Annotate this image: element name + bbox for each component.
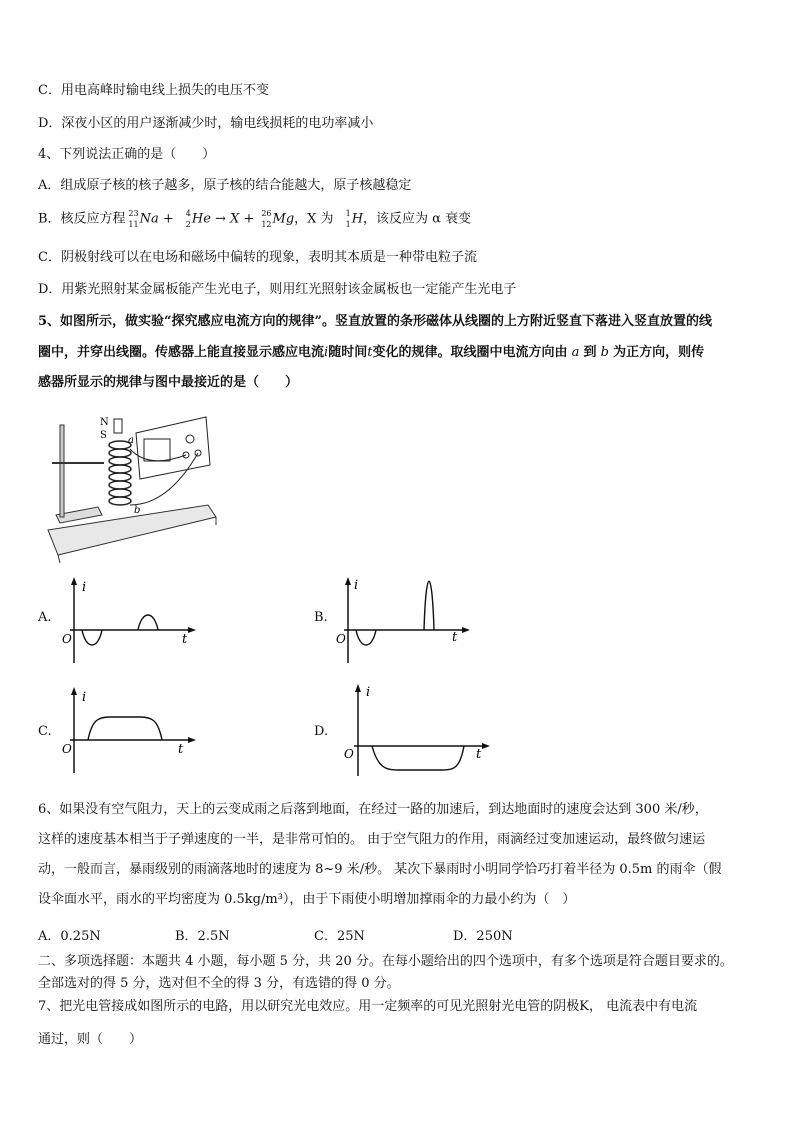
q5-line-2: 圈中，并穿出线圈。传感器上能直接显示感应电流i随时间t变化的规律。取线圈中电流方向由 a 到 b 为正方向，则传	[38, 345, 705, 360]
experiment-figure	[38, 405, 218, 565]
he-symbol: He	[191, 211, 211, 227]
section-2-line-1: 二、多项选择题：本题共 4 小题，每小题 5 分，共 20 分。在每小题给出的四个选项中，有多个选项是符合题目要求的。	[38, 954, 733, 969]
graph-b	[334, 575, 474, 665]
q6-stem: 6、如果没有空气阻力，天上的云变成雨之后落到地面，在经过一路的加速后，到达地面时的速度会达到 300 米/秒， 这样的速度基本相当于子弹速度的一半，是非常可怕的。 由于空气阻力的作用，雨滴经过变加速运动，最终做匀速运 动，一般而言，暴雨级别的雨滴落地时的速度为 8~9 米/秒。 某次下暴雨时小明同学恰巧打着半径为 0.5m 的雨伞（假 设伞面水平，雨水的平均密度为 0.5kg/m³），由于下雨使小明增加撑雨伞的力最小约为（ ）	[38, 802, 722, 907]
q4b-suffix: ，该反应为 α 衰变	[363, 211, 472, 227]
q4-option-c: C．阴极射线可以在电场和磁场中偏转的现象，表明其本质是一种带电粒子流	[38, 250, 477, 265]
svg-text:O: O	[344, 747, 354, 761]
q3-option-d: D．深夜小区的用户逐渐减少时，输电线损耗的电功率减小	[38, 116, 374, 131]
na-nuclide: 23 11	[128, 209, 139, 229]
svg-text:t: t	[452, 630, 458, 645]
q4-option-a: A．组成原子核的核子越多，原子核的结合能越大，原子核越稳定	[38, 178, 412, 193]
q4b-mid: ，X 为	[294, 211, 334, 227]
svg-text:i: i	[82, 580, 87, 595]
he-nuclide: 4 2	[185, 209, 191, 229]
q6-option-a: A．0.25N	[38, 929, 101, 944]
svg-text:t: t	[476, 747, 482, 762]
graph-c-label: C.	[38, 724, 52, 739]
svg-text:i: i	[82, 690, 87, 705]
q4-stem: 4、下列说法正确的是（ ）	[38, 147, 216, 162]
svg-text:O: O	[62, 742, 72, 756]
graph-d-label: D.	[314, 724, 329, 739]
svg-text:O: O	[62, 632, 72, 646]
graph-a-label: A.	[38, 610, 52, 625]
mg-symbol: Mg	[272, 211, 295, 227]
q6-option-b: B．2.5N	[175, 929, 230, 944]
q5-line-3: 感器所显示的规律与图中最接近的是（ ）	[38, 375, 299, 390]
magnet-s-label: S	[100, 430, 107, 441]
h-symbol: H	[351, 211, 364, 227]
section-2-line-2: 全部选对的得 5 分，选对但不全的得 3 分，有选错的得 0 分。	[38, 976, 400, 991]
q4b-prefix: B．核反应方程	[38, 211, 126, 227]
graph-d	[334, 680, 494, 780]
svg-text:t: t	[182, 632, 188, 647]
svg-text:t: t	[178, 742, 184, 757]
coil-a-label: a	[128, 435, 134, 446]
graph-c	[60, 685, 200, 775]
q7-line-1: 7、把光电管接成如图所示的电路，用以研究光电效应。用一定频率的可见光照射光电管的阴极K， 电流表中有电流	[38, 999, 698, 1014]
svg-text:O: O	[336, 632, 346, 646]
magnet-n-label: N	[100, 417, 109, 428]
q7-line-2: 通过，则（ ）	[38, 1032, 143, 1047]
q6-option-d: D．250N	[453, 929, 513, 944]
q5-line-1: 5、如图所示，做实验“探究感应电流方向的规律”。竖直放置的条形磁体从线圈的上方附近竖直下落进入竖直放置的线	[38, 314, 713, 329]
h-nuclide: 1 1	[345, 209, 351, 229]
svg-text:i: i	[354, 578, 359, 593]
q3-option-c: C．用电高峰时输电线上损失的电压不变	[38, 83, 269, 98]
coil-b-label: b	[134, 505, 141, 516]
x-symbol: X	[230, 211, 240, 227]
svg-text:i: i	[366, 685, 371, 700]
mg-nuclide: 26 12	[261, 209, 272, 229]
graph-a	[60, 575, 200, 665]
q4-option-b: B．核反应方程 23 11 Na + 4 2 He → X + 26 12 Mg，X 为 1 1 H，该反应为 α 衰变	[38, 209, 472, 229]
q4-option-d: D．用紫光照射某金属板能产生光电子，则用红光照射该金属板也一定能产生光电子	[38, 282, 517, 297]
reaction-arrow: →	[215, 211, 226, 227]
graph-b-label: B.	[314, 610, 328, 625]
q6-option-c: C．25N	[314, 929, 365, 944]
na-symbol: Na	[139, 211, 159, 227]
